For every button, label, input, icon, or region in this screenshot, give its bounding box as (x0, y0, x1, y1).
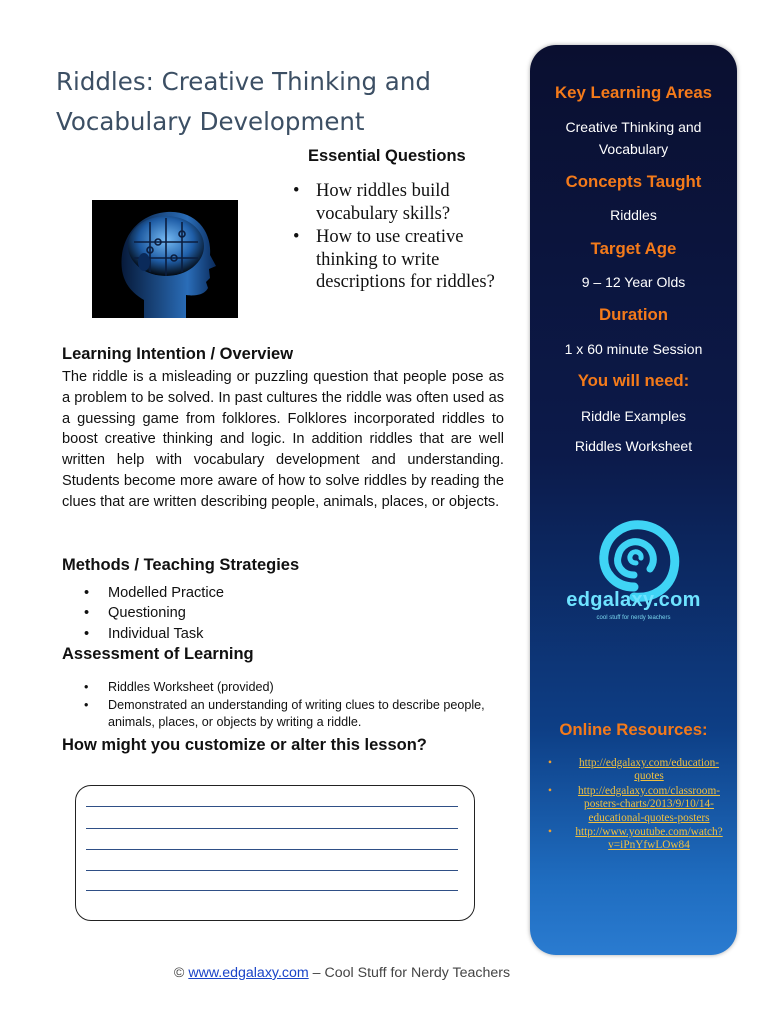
essential-question-item: • How riddles build vocabulary skills? (290, 180, 505, 225)
key-areas-heading: Key Learning Areas (555, 83, 712, 102)
online-resources-list (546, 757, 732, 854)
methods-heading: Methods / Teaching Strategies (62, 556, 300, 574)
customize-heading: How might you customize or alter this lesson? (62, 736, 427, 754)
brain-puzzle-image (92, 200, 238, 318)
resource-item (546, 826, 732, 853)
essential-questions-list (290, 180, 505, 295)
resource-link[interactable]: http://www.youtube.com/watch?v=iPnYfwLOw84 (575, 826, 723, 852)
concepts-value: Riddles (610, 207, 657, 223)
need-item: Riddles Worksheet (574, 438, 693, 454)
learning-intention-heading: Learning Intention / Overview (62, 345, 294, 363)
methods-list (82, 583, 224, 644)
essential-questions-heading: Essential Questions (308, 147, 466, 165)
copyright-symbol: © (173, 965, 189, 981)
list-item: • Individual Task (82, 624, 224, 644)
assessment-list (82, 679, 502, 732)
footer-link[interactable]: www.edgalaxy.com (188, 965, 309, 981)
edgalaxy-logo-text: edgalaxy.com (566, 589, 701, 611)
target-age-heading: Target Age (590, 239, 677, 258)
resource-link[interactable]: http://edgalaxy.com/classroom-posters-charts/2013/9/10/14-educational-quotes-posters (577, 784, 720, 824)
page-title: Riddles: Creative Thinking and Vocabulary Development (56, 67, 431, 136)
online-resources-heading: Online Resources: (559, 720, 708, 739)
concepts-heading: Concepts Taught (565, 172, 702, 191)
duration-value: 1 x 60 minute Session (564, 341, 703, 357)
need-item: Riddle Examples (580, 408, 687, 424)
footer-tagline: – Cool Stuff for Nerdy Teachers (308, 965, 511, 981)
learning-intention-text: The riddle is a misleading or puzzling question that people pose as a problem to be solved. In past cultures the riddle was often used as a guessing game from folklores. Folklores incorporated riddles to boost creative thinking and logic. In addition riddles that are well written help with vocabulary development and understanding. Students become more aware of how to solve riddles by reading the clues that are written describing people, animals, places, or objects. (62, 369, 504, 510)
writing-line (86, 828, 458, 829)
essential-question-item: • How to use creative thinking to write descriptions for riddles? (290, 226, 505, 294)
notes-text-area[interactable] (75, 785, 475, 921)
writing-line (86, 849, 458, 850)
key-areas-value: Creative Thinking and Vocabulary (565, 119, 702, 157)
sidebar-panel (530, 45, 737, 955)
footer (0, 965, 684, 981)
list-item: • Modelled Practice (82, 583, 224, 603)
writing-line (86, 890, 458, 891)
writing-line (86, 806, 458, 807)
you-will-need-heading: You will need: (577, 371, 690, 390)
list-item: • Demonstrated an understanding of writing clues to describe people, animals, places, or objects by writing a riddle. (82, 697, 502, 732)
resource-item (546, 757, 732, 784)
duration-heading: Duration (599, 305, 668, 324)
target-age-value: 9 – 12 Year Olds (581, 274, 686, 290)
list-item: • Questioning (82, 603, 224, 623)
edgalaxy-logo-tagline: cool stuff for nerdy teachers (596, 615, 671, 621)
resource-link[interactable]: http://edgalaxy.com/education-quotes (578, 757, 720, 783)
writing-line (86, 870, 458, 871)
assessment-heading: Assessment of Learning (62, 645, 254, 663)
list-item: • Riddles Worksheet (provided) (82, 679, 502, 697)
resource-item (546, 785, 732, 825)
